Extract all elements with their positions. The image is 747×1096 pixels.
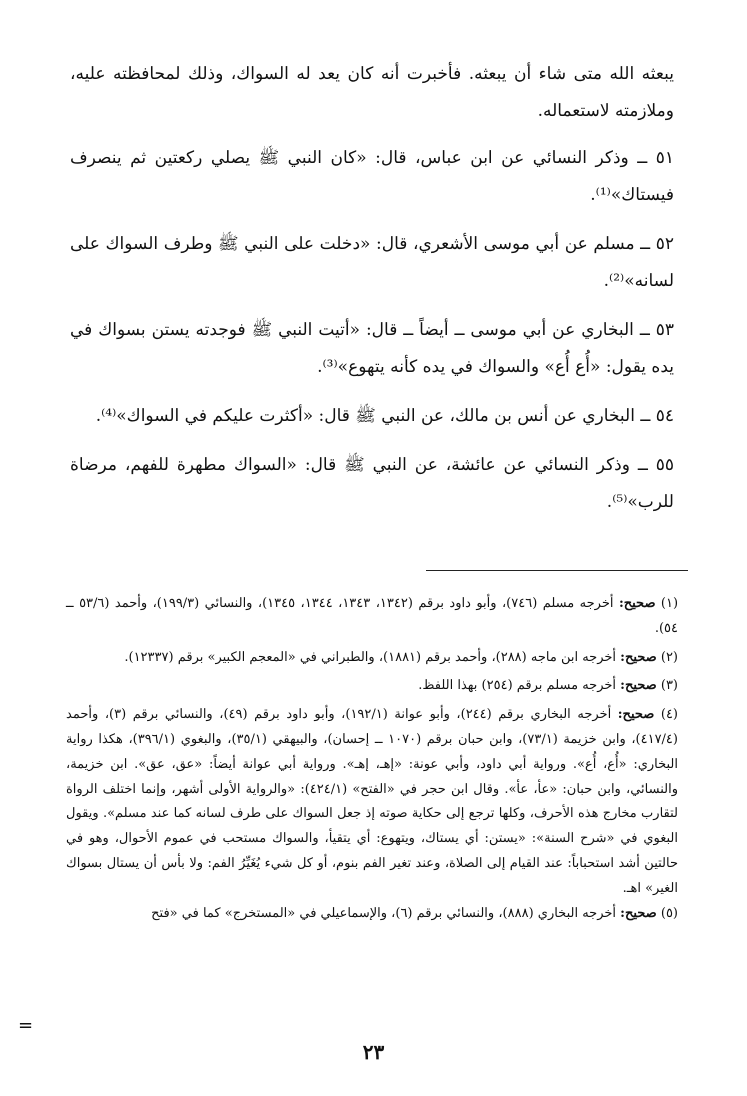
footnote-marker: (٥) [660, 905, 678, 921]
paragraph: ٥٤ ــ البخاري عن أنس بن مالك، عن النبي ﷺ قال: «أكثرت عليكم في السواك»⁽⁴⁾. [95, 406, 674, 426]
footnote-text: أخرجه مسلم (٧٤٦)، وأبو داود برقم (١٣٤٢، ١٣٤٣، ١٣٤٤، ١٣٤٥)، والنسائي (١٩٩/٣)، وأحمد (٥٣/٦ ــ ٥٤). [66, 596, 678, 636]
footnote-marker: (١) [660, 596, 679, 611]
footnote-marker: (٤) [660, 707, 678, 723]
footnote-text: أخرجه البخاري برقم (٢٤٤)، وأبو عوانة (١٩٢/١)، وأبو داود برقم (٤٩)، والنسائي برقم (٣)، وأحمد (٤١٧/٤)، وابن خزيمة (٧٣/١)، وابن حبان برقم (١٠٧٠ ــ إحسان)، والبيهقي (٣٥/١)، والبغوي (٣٩٦/١)، هكذا رواية البخاري: «أُع، أُع». ورواية أبي داود، وأبي عونة: «إهـ، إهـ». ورواية أبي عوانة أيضاً: «عق، عق». ابن خزيمة، والنسائي، وابن حبان: «عأ، عأ». وقال ابن حجر في «الفتح» (٤٢٤/١): «والرواية الأولى أشهر، وإنما اختلف الرواة لتقارب مخارج هذه الأحرف، وكلها ترجع إلى حكاية صوته إذ جعل السواك على طرف لسانه كما عند مسلم». ويقول البغوي في «شرح السنة»: «يستن: أي يستاك، ويتهوع: أي يتقيأ، والسواك مستحب في عموم الأحوال، وهو في حالتين أشد استحباباً: عند القيام إلى الصلاة، وعند تغير الفم بنوم، أو كل شيء يُغَيِّرُ الفم: ولا بأس أن يستال بسواك الغير» اهـ. [66, 707, 679, 896]
footnote-text: أخرجه مسلم برقم (٢٥٤) بهذا اللفظ. [418, 678, 617, 694]
paragraph: ٥١ ــ وذكر النسائي عن ابن عباس، قال: «كان النبي ﷺ يصلي ركعتين ثم ينصرف فيستاك»⁽¹⁾. [70, 148, 674, 205]
paragraph: يبعثه الله متى شاء أن يبعثه. فأخبرت أنه كان يعد له السواك، وذلك لمحافظته عليه، وملازمته لاستعماله. [70, 64, 674, 121]
footnote-grade: صحيح: [620, 649, 657, 665]
footnote [66, 902, 678, 927]
main-text [70, 56, 674, 533]
footnote-text: أخرجه ابن ماجه (٢٨٨)، وأحمد برقم (١٨٨١)، والطبراني في «المعجم الكبير» برقم (١٢٣٣٧). [124, 649, 617, 665]
footnote [66, 674, 678, 699]
footnote-grade: صحيح: [618, 596, 656, 611]
footnote-marker: (٢) [660, 649, 678, 665]
footnote [66, 592, 678, 642]
paragraph: ٥٥ ــ وذكر النسائي عن عائشة، عن النبي ﷺ قال: «السواك مطهرة للفهم، مرضاة للرب»⁽⁵⁾. [70, 455, 674, 512]
footnote-grade: صحيح: [620, 905, 657, 921]
paragraph: ٥٢ ــ مسلم عن أبي موسى الأشعري، قال: «دخلت على النبي ﷺ وطرف السواك على لسانه»⁽²⁾. [70, 234, 674, 291]
footnote-text: أخرجه البخاري (٨٨٨)، والنسائي برقم (٦)، والإسماعيلي في «المستخرج» كما في «فتح [151, 905, 617, 921]
footnote-divider [426, 570, 688, 571]
continuation-mark: = [18, 1015, 34, 1036]
footnote-marker: (٣) [660, 678, 678, 694]
footnote-grade: صحيح: [620, 678, 657, 694]
footnote [66, 646, 678, 671]
paragraph: ٥٣ ــ البخاري عن أبي موسى ــ أيضاً ــ قال: «أتيت النبي ﷺ فوجدته يستن بسواك في يده يقول: «أُع أُع» والسواك في يده كأنه يتهوع»⁽³⁾. [70, 320, 674, 377]
footnote [66, 703, 678, 901]
footnotes [66, 592, 678, 930]
page-number: ٢٣ [362, 1040, 385, 1064]
footnote-grade: صحيح: [617, 707, 655, 723]
